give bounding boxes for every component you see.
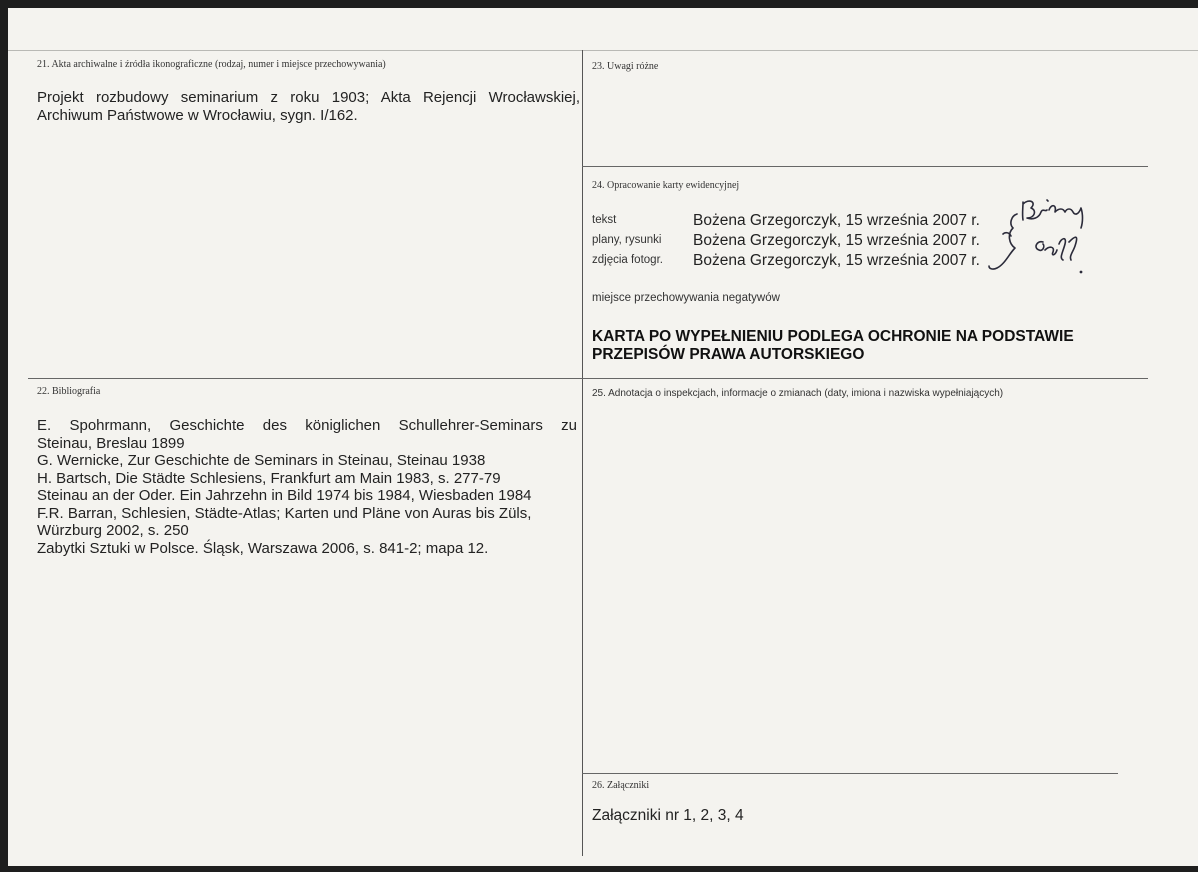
section-22-label: 22. Bibliografia — [37, 386, 101, 397]
section-24-label: 24. Opracowanie karty ewidencyjnej — [592, 180, 740, 191]
row-label-tekst: tekst — [592, 214, 617, 226]
row-value-plany: Bożena Grzegorczyk, 15 września 2007 r. — [693, 232, 980, 249]
row-value-tekst: Bożena Grzegorczyk, 15 września 2007 r. — [693, 212, 980, 229]
section-21-line2: Archiwum Państwowe w Wrocławiu, sygn. I/162. — [37, 106, 358, 124]
copyright-line2: PRZEPISÓW PRAWA AUTORSKIEGO — [592, 346, 865, 363]
bibliography-list — [37, 417, 577, 557]
handwritten-signature-icon — [983, 190, 1098, 280]
column-divider — [582, 50, 583, 856]
document-page — [8, 8, 1198, 866]
copyright-line1: KARTA PO WYPEŁNIENIU PODLEGA OCHRONIE NA PODSTAWIE — [592, 328, 1074, 345]
divider-middle — [28, 378, 1148, 379]
bibliography-item: Würzburg 2002, s. 250 — [37, 522, 189, 539]
bibliography-item: E. Spohrmann, Geschichte des königlichen Schullehrer-Seminars zu — [37, 417, 577, 434]
section-23-label: 23. Uwagi różne — [592, 61, 659, 72]
row-label-zdjecia: zdjęcia fotogr. — [592, 254, 663, 266]
negatives-label: miejsce przechowywania negatywów — [592, 292, 780, 304]
bibliography-item: Steinau, Breslau 1899 — [37, 434, 185, 452]
bibliography-item: F.R. Barran, Schlesien, Städte-Atlas; Karten und Pläne von Auras bis Züls, — [37, 504, 532, 522]
section-21-label: 21. Akta archiwalne i źródła ikonograficzne (rodzaj, numer i miejsce przechowywania) — [37, 59, 386, 70]
section-26-label: 26. Załączniki — [592, 780, 650, 791]
bibliography-item: Steinau an der Oder. Ein Jahrzehn in Bild 1974 bis 1984, Wiesbaden 1984 — [37, 487, 532, 504]
divider-23-24 — [582, 166, 1148, 167]
section-21-line1: Projekt rozbudowy seminarium z roku 1903; Akta Rejencji Wrocławskiej, — [37, 89, 580, 106]
attachments-value: Załączniki nr 1, 2, 3, 4 — [592, 807, 744, 824]
row-label-plany: plany, rysunki — [592, 234, 662, 246]
section-25-label: 25. Adnotacja o inspekcjach, informacje o zmianach (daty, imiona i nazwiska wypełniających) — [592, 388, 1004, 399]
top-border — [8, 50, 1198, 51]
bibliography-item: G. Wernicke, Zur Geschichte de Seminars in Steinau, Steinau 1938 — [37, 452, 486, 469]
bibliography-item: H. Bartsch, Die Städte Schlesiens, Frankfurt am Main 1983, s. 277-79 — [37, 469, 501, 487]
bibliography-item: Zabytki Sztuki w Polsce. Śląsk, Warszawa 2006, s. 841-2; mapa 12. — [37, 539, 489, 557]
divider-25-26 — [582, 773, 1118, 774]
row-value-zdjecia: Bożena Grzegorczyk, 15 września 2007 r. — [693, 252, 980, 269]
